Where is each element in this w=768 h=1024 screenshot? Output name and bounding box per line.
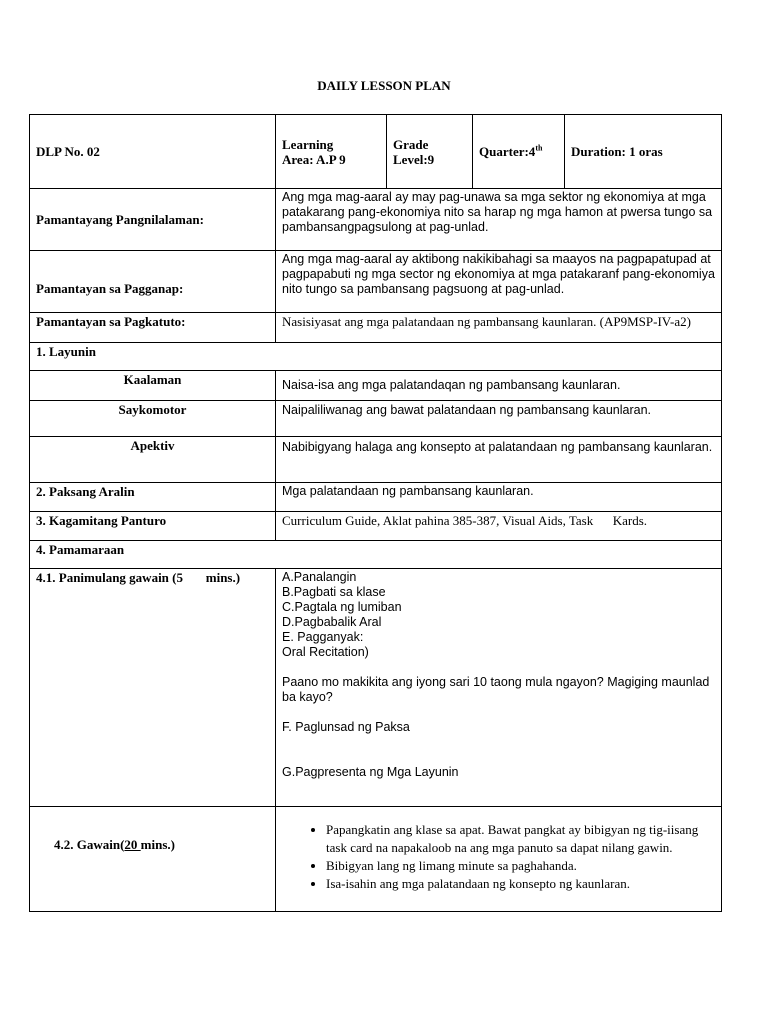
header-row xyxy=(30,115,722,189)
objective-text: Nabibigyang halaga ang konsepto at palatandaan ng pambansang kaunlaran. xyxy=(276,437,722,483)
list-item: E. Pagganyak: xyxy=(282,630,364,644)
panimula-row xyxy=(30,569,722,807)
paksa-row xyxy=(30,483,722,512)
objective-text: Naisa-isa ang mga palatandaqan ng pambansang kaunlaran. xyxy=(276,371,722,401)
objective-text: Naipaliliwanag ang bawat palatandaan ng pambansang kaunlaran. xyxy=(276,401,722,437)
panimula-label: 4.1. Panimulang gawain (5 mins.) xyxy=(30,569,276,807)
standard-label: Pamantayan sa Pagkatuto: xyxy=(30,313,276,343)
paksa-text: Mga palatandaan ng pambansang kaunlaran. xyxy=(276,483,722,512)
list-item: • Papangkatin ang klase sa apat. Bawat pangkat ay bibigyan ng tig-iisang task card na napakaloob na ang mga panuto sa dapat nilang gawin. xyxy=(326,821,715,857)
objective-label: Apektiv xyxy=(30,437,276,483)
objective-row xyxy=(30,401,722,437)
list-item: A.Panalangin xyxy=(282,570,357,584)
section-row xyxy=(30,343,722,371)
grade-level: Grade Level:9 xyxy=(387,115,473,189)
step-f: F. Paglunsad ng Paksa xyxy=(282,720,410,734)
objective-row xyxy=(30,437,722,483)
gawain-list xyxy=(282,821,715,893)
learning-area: Learning Area: A.P 9 xyxy=(276,115,387,189)
page-title: DAILY LESSON PLAN xyxy=(317,78,451,93)
standard-row xyxy=(30,251,722,313)
quarter: Quarter:4th xyxy=(473,115,565,189)
paksa-label: 2. Paksang Aralin xyxy=(30,483,276,512)
standard-text: Ang mga mag-aaral ay aktibong nakikibahagi sa maayos na pagpapatupad at pagpapabuti ng mga sector ng ekonomiya at mga patakaranf pang-ekonomiya nito tungo sa pambansang pagsuong at pag-unlad. xyxy=(276,251,722,313)
kagamitan-row xyxy=(30,512,722,541)
objective-label: Saykomotor xyxy=(30,401,276,437)
standard-text: Nasisiyasat ang mga palatandaan ng pambansang kaunlaran. (AP9MSP-IV-a2) xyxy=(276,313,722,343)
panimula-content xyxy=(276,569,722,807)
layunin-heading: 1. Layunin xyxy=(30,343,722,371)
standard-row xyxy=(30,313,722,343)
gawain-row xyxy=(30,807,722,912)
objective-row xyxy=(30,371,722,401)
standard-label: Pamantayan sa Pagganap: xyxy=(30,251,276,313)
standard-text: Ang mga mag-aaral ay may pag-unawa sa mga sektor ng ekonomiya at mga patakarang pang-ekonomiya nito sa harap ng mga hamon at pwersa tungo sa pambansangpagsulong at pag-unlad. xyxy=(276,189,722,251)
duration: Duration: 1 oras xyxy=(565,115,722,189)
kagamitan-label: 3. Kagamitang Panturo xyxy=(30,512,276,541)
gawain-label: 4.2. Gawain(20 mins.) xyxy=(30,807,276,912)
motivation-question: Paano mo makikita ang iyong sari 10 taong mula ngayon? Magiging maunlad ba kayo? xyxy=(282,675,710,704)
list-item: B.Pagbati sa klase xyxy=(282,585,386,599)
objective-label: Kaalaman xyxy=(30,371,276,401)
list-item: D.Pagbabalik Aral xyxy=(282,615,382,629)
kagamitan-text: Curriculum Guide, Aklat pahina 385-387, Visual Aids, Task Kards. xyxy=(276,512,722,541)
list-item: Oral Recitation) xyxy=(282,645,369,659)
pamamaraan-heading: 4. Pamamaraan xyxy=(30,541,722,569)
list-item: • Bibigyan lang ng limang minute sa paghahanda. xyxy=(326,857,715,875)
standard-label: Pamantayang Pangnilalaman: xyxy=(30,189,276,251)
list-item: C.Pagtala ng lumiban xyxy=(282,600,402,614)
section-row xyxy=(30,541,722,569)
lesson-plan-table xyxy=(29,114,721,912)
dlp-number: DLP No. 02 xyxy=(30,115,276,189)
step-g: G.Pagpresenta ng Mga Layunin xyxy=(282,765,459,779)
gawain-content xyxy=(276,807,722,912)
standard-row xyxy=(30,189,722,251)
list-item: • Isa-isahin ang mga palatandaan ng konsepto ng kaunlaran. xyxy=(326,875,715,893)
